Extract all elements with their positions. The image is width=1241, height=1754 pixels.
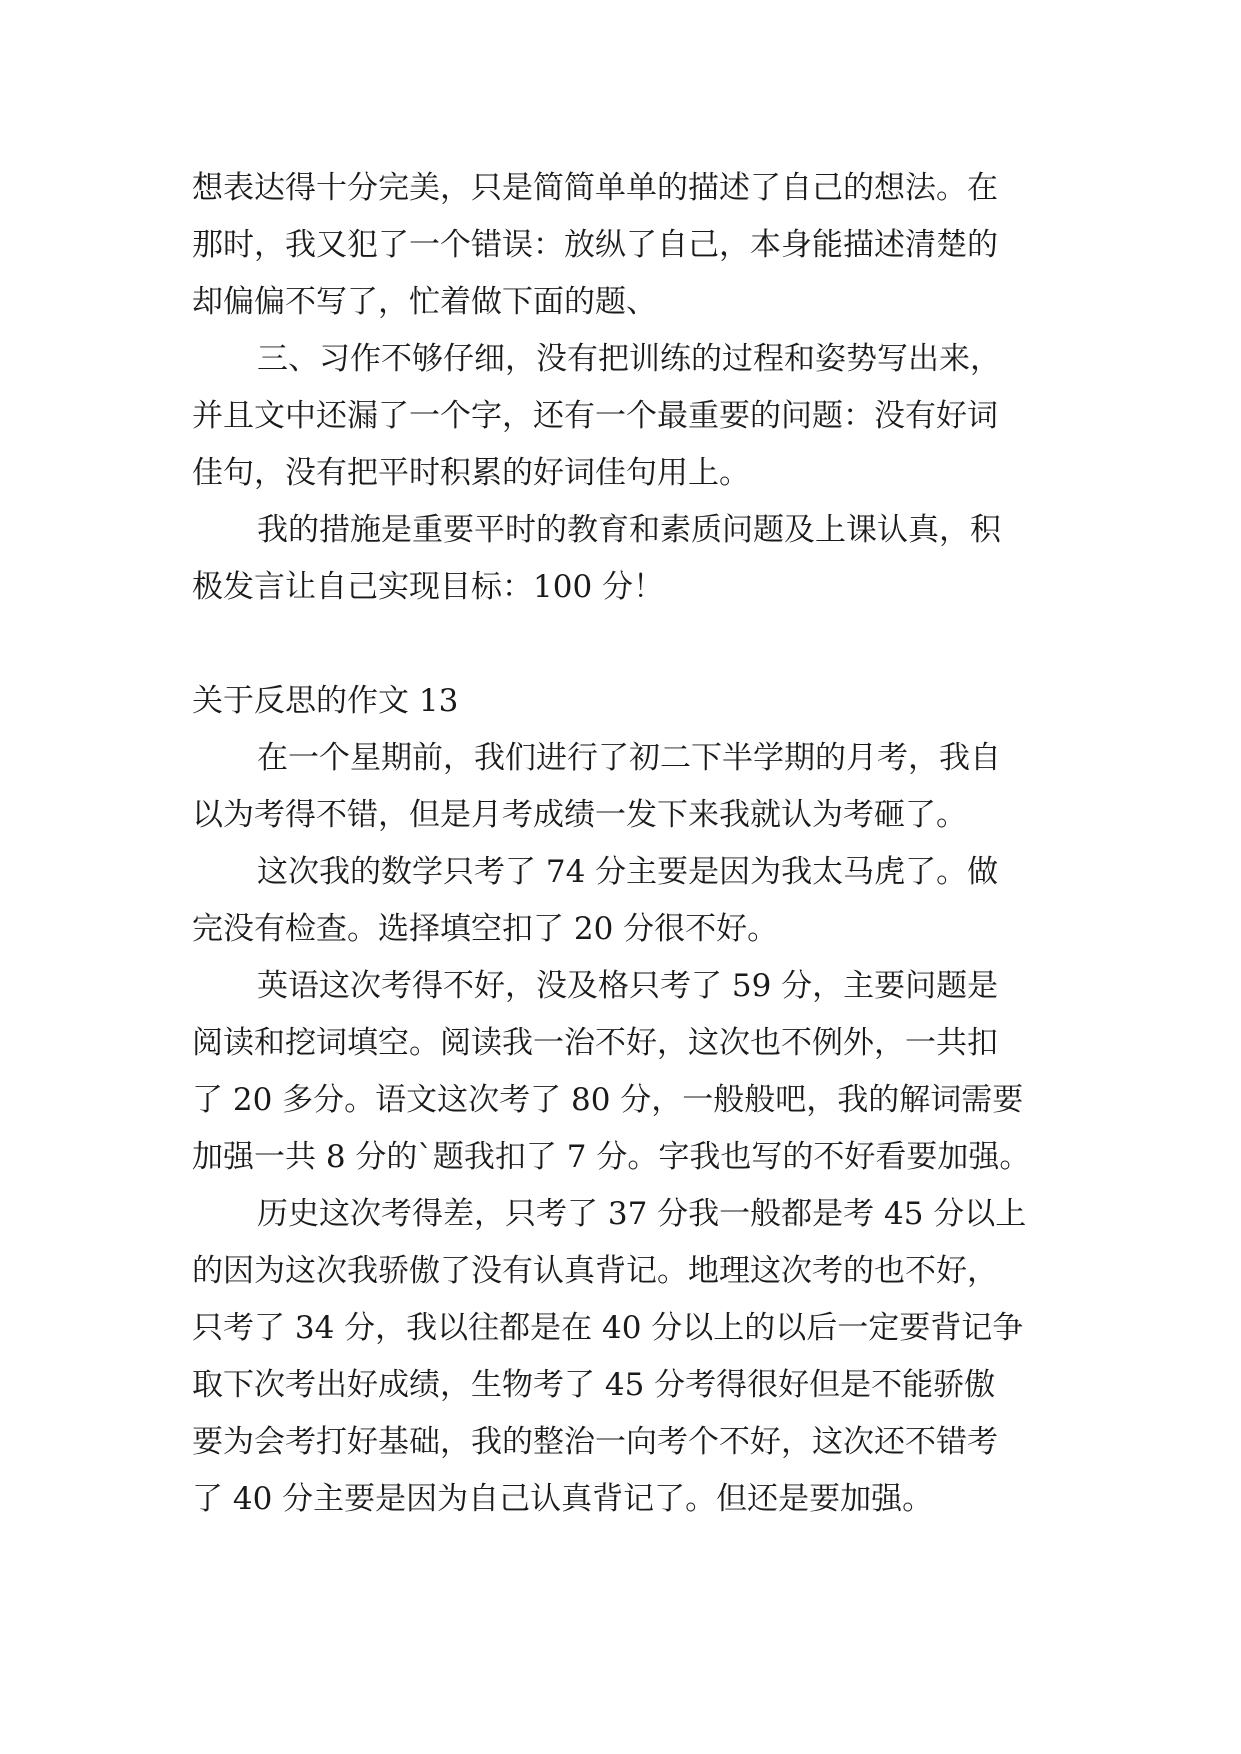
paragraph-line: 却偏偏不写了，忙着做下面的题、 [192,284,657,320]
paragraph-line: 我的措施是重要平时的教育和素质问题及上课认真，积 [257,512,1001,548]
paragraph-line: 以为考得不错，但是月考成绩一发下来我就认为考砸了。 [192,797,967,833]
paragraph-line: 只考了 34 分，我以往都是在 40 分以上的以后一定要背记争 [192,1310,1024,1346]
paragraph-line: 阅读和挖词填空。阅读我一治不好，这次也不例外，一共扣 [192,1025,998,1061]
paragraph-line: 想表达得十分完美，只是简简单单的描述了自己的想法。在 [192,170,998,206]
paragraph-line: 在一个星期前，我们进行了初二下半学期的月考，我自 [257,740,1001,776]
paragraph-line: 要为会考打好基础，我的整治一向考个不好，这次还不错考 [192,1424,998,1460]
paragraph-line: 佳句，没有把平时积累的好词佳句用上。 [192,455,750,491]
paragraph-line: 完没有检查。选择填空扣了 20 分很不好。 [192,911,779,947]
paragraph-line: 历史这次考得差，只考了 37 分我一般都是考 45 分以上 [257,1196,1027,1232]
section-heading: 关于反思的作文 13 [192,683,459,719]
paragraph-line: 三、习作不够仔细，没有把训练的过程和姿势写出来， [257,341,1001,377]
paragraph-line: 极发言让自己实现目标：100 分！ [192,569,665,605]
paragraph-line: 并且文中还漏了一个字，还有一个最重要的问题：没有好词 [192,398,998,434]
paragraph-line: 加强一共 8 分的`题我扣了 7 分。字我也写的不好看要加强。 [192,1139,1031,1175]
paragraph-line: 了 20 多分。语文这次考了 80 分，一般般吧，我的解词需要 [192,1082,1024,1118]
paragraph-line: 那时，我又犯了一个错误：放纵了自己，本身能描述清楚的 [192,227,998,263]
paragraph-line: 这次我的数学只考了 74 分主要是因为我太马虎了。做 [257,854,999,890]
paragraph-line: 了 40 分主要是因为自己认真背记了。但还是要加强。 [192,1481,934,1517]
paragraph-line: 的因为这次我骄傲了没有认真背记。地理这次考的也不好， [192,1253,998,1289]
paragraph-line: 取下次考出好成绩，生物考了 45 分考得很好但是不能骄傲 [192,1367,996,1403]
paragraph-line: 英语这次考得不好，没及格只考了 59 分，主要问题是 [257,968,999,1004]
